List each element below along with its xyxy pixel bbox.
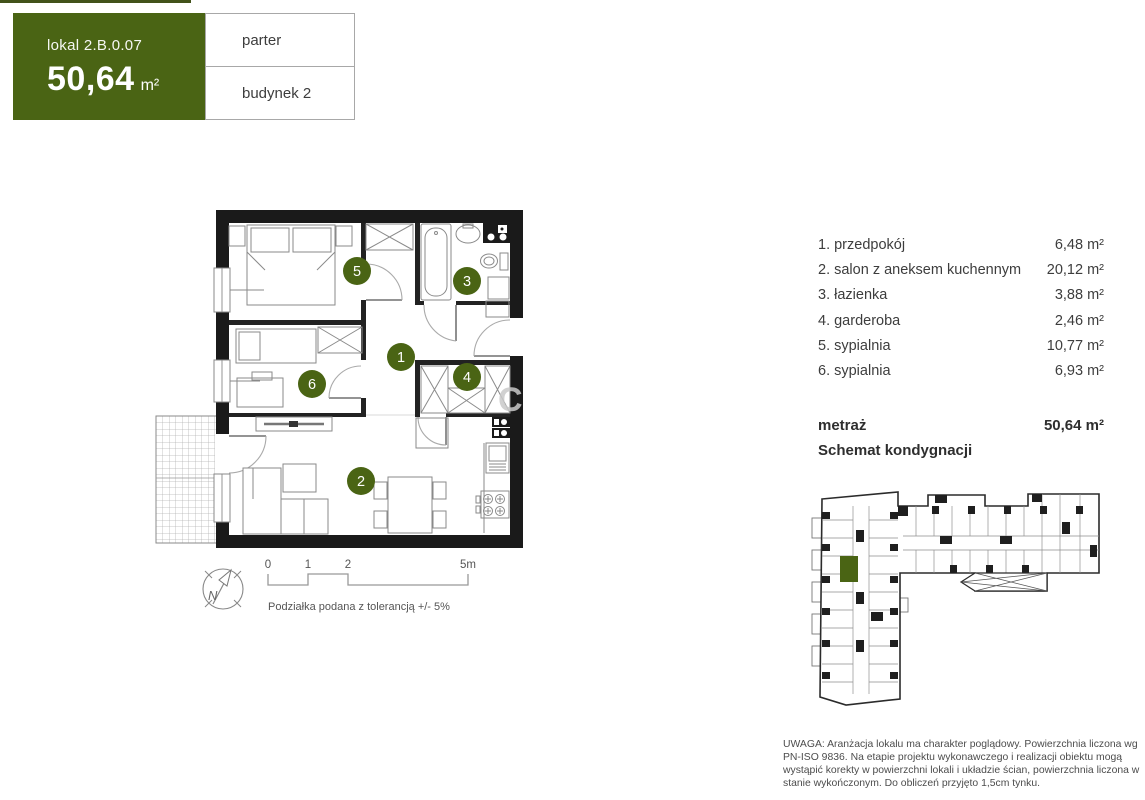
scale-and-compass [185,548,525,620]
scale-tick-5m: 5m [460,559,476,571]
room-number-6: 6 [307,377,317,393]
hall-wardrobe [366,224,413,250]
scale-tolerance-note: Podziałka podana z tolerancją +/- 5% [268,601,450,613]
floor-label: parter [242,31,282,49]
scale-tick-2: 2 [344,559,352,571]
scale-bar [265,559,476,585]
burners-icon [476,491,509,518]
room-list [818,237,1104,388]
unit-header-box [13,13,205,120]
room-number-3: 3 [462,274,472,290]
room-list-row: 2. salon z aneksem kuchennym 20,12 m² [818,262,1104,279]
scale-tick-0: 0 [264,559,272,571]
totals-section [818,417,1104,459]
bedroom5-door [366,264,402,300]
compass-north-label: N [208,588,218,603]
watermark-letter: C [498,381,523,419]
total-area: 50,64 m² [1043,417,1104,434]
unit-id-label: lokal 2.B.0.07 [47,37,143,54]
room-list-row: 5. sypialnia 10,77 m² [818,337,1104,354]
room-list-row: 4. garderoba 2,46 m² [818,312,1104,329]
bathroom-door [424,305,456,341]
room-number-2: 2 [356,474,366,490]
balcony [156,416,217,543]
entrance-door [474,320,510,356]
building-label: budynek 2 [242,84,312,102]
dining-table-icon [388,477,432,533]
sofa-icon [243,468,328,534]
bedroom6-door [329,366,361,398]
room-number-5: 5 [352,264,362,280]
disclaimer-text: UWAGA: Aranżacja lokalu ma charakter poglądowy. Powierzchnia liczona wg PN-ISO 9836. Na etapie projektu wykonawczego i realizacji obiektu mogą wystąpić korekty w powierzchni lokali i układzie ścian, powierzchnia liczona w stanie wykończonym. Do obliczeń przyjęto 1,5cm tynku. [783,739,1140,789]
room-number-4: 4 [462,370,472,386]
toilet-icon [481,253,509,270]
floor-box [205,13,355,67]
floor-plan [150,195,535,560]
schematic-title: Schemat kondygnacji [818,442,973,459]
compass-icon [203,569,243,609]
room-list-row: 1. przedpokój 6,48 m² [818,237,1104,253]
top-decoration-strip [0,0,191,3]
room-number-badges [298,257,481,495]
room-number-1: 1 [396,350,406,366]
scale-tick-1: 1 [304,559,312,571]
building-box [205,66,355,120]
room-list-row: 3. łazienka 3,88 m² [818,287,1104,304]
unit-area-unit: m² [140,77,160,94]
total-label: metraż [818,417,867,434]
building-schematic [800,480,1145,710]
kitchen-fixtures [416,417,510,533]
wardrobe-room-door [418,417,446,445]
balcony-door [229,436,266,473]
building-ramp [961,573,1047,591]
highlighted-unit-marker [840,556,858,582]
room-list-row: 6. sypialnia 6,93 m² [818,362,1104,379]
bedroom6-furniture [236,327,362,407]
bedroom5-furniture [229,225,352,305]
unit-area-value: 50,64 [47,60,135,98]
